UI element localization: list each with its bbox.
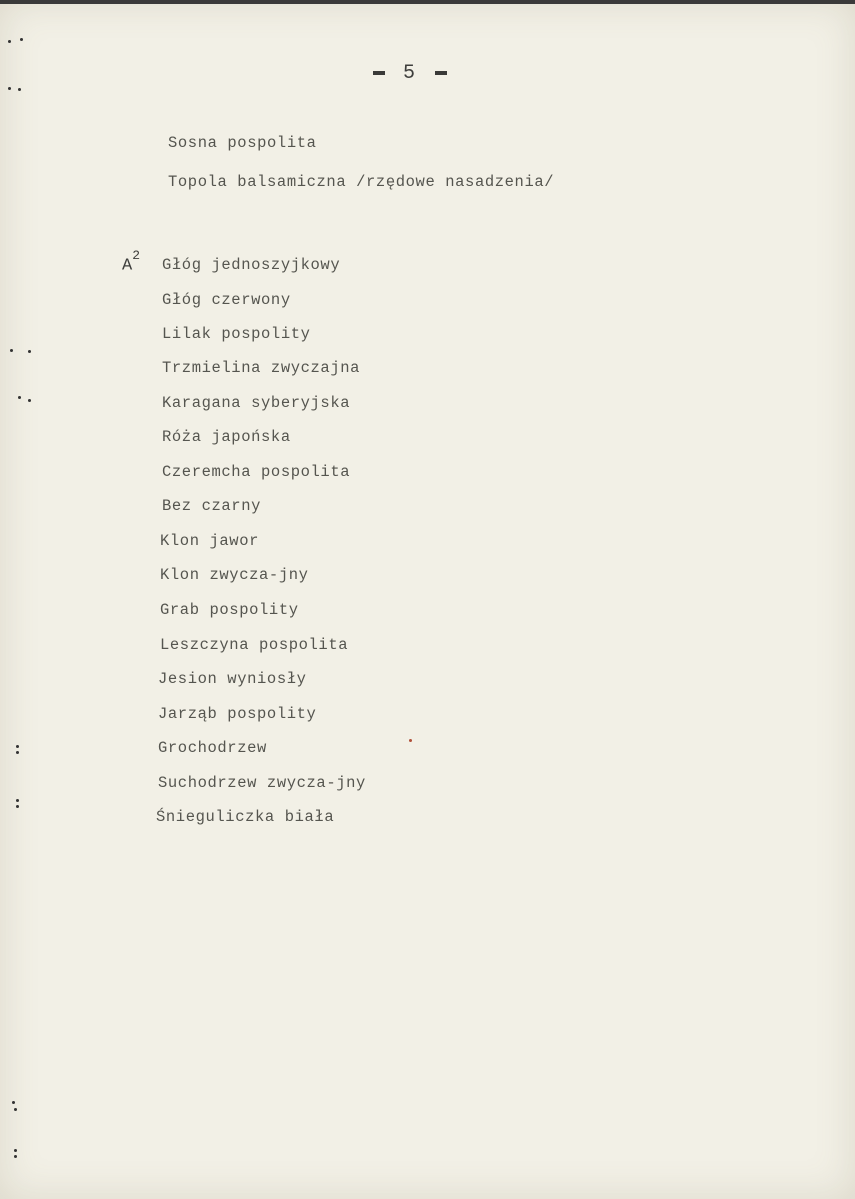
species-line: Śnieguliczka biała [156, 808, 335, 826]
species-line: Leszczyna pospolita [160, 636, 349, 654]
section-marker-letter: A [122, 256, 133, 276]
species-line: Klon zwycza-jny [160, 566, 309, 584]
species-line: Jesion wyniosły [158, 670, 307, 688]
page-number: 5 [402, 62, 417, 85]
species-line: Grochodrzew [158, 739, 267, 757]
species-line: Głóg czerwony [162, 291, 291, 309]
punch-mark [6, 346, 34, 356]
species-line: Róża japońska [162, 428, 291, 446]
section-marker-superscript: 2 [132, 248, 141, 263]
species-line: Głóg jednoszyjkowy [162, 256, 341, 274]
species-line: Karagana syberyjska [162, 394, 351, 412]
page-edge [0, 0, 855, 4]
punch-mark [6, 798, 34, 808]
punch-mark [6, 36, 34, 46]
species-line: Grab pospolity [160, 601, 299, 619]
dash-right [435, 71, 447, 75]
species-line: Lilak pospolity [162, 325, 311, 343]
punch-mark [6, 394, 34, 404]
species-line: Topola balsamiczna /rzędowe nasadzenia/ [168, 173, 555, 191]
species-line: Trzmielina zwyczajna [162, 359, 361, 377]
species-line: Czeremcha pospolita [162, 463, 351, 481]
species-line: Jarząb pospolity [158, 705, 317, 723]
punch-mark [6, 1100, 34, 1110]
punch-mark [6, 1148, 34, 1158]
section-marker [122, 248, 141, 276]
species-line: Suchodrzew zwycza-jny [158, 774, 366, 792]
ink-speck [409, 739, 412, 742]
punch-mark [6, 744, 34, 754]
punch-mark [6, 84, 34, 94]
page-number-header [330, 62, 490, 85]
species-line: Klon jawor [160, 532, 260, 550]
species-line: Sosna pospolita [168, 134, 317, 152]
dash-left [373, 71, 385, 75]
species-line: Bez czarny [162, 497, 262, 515]
